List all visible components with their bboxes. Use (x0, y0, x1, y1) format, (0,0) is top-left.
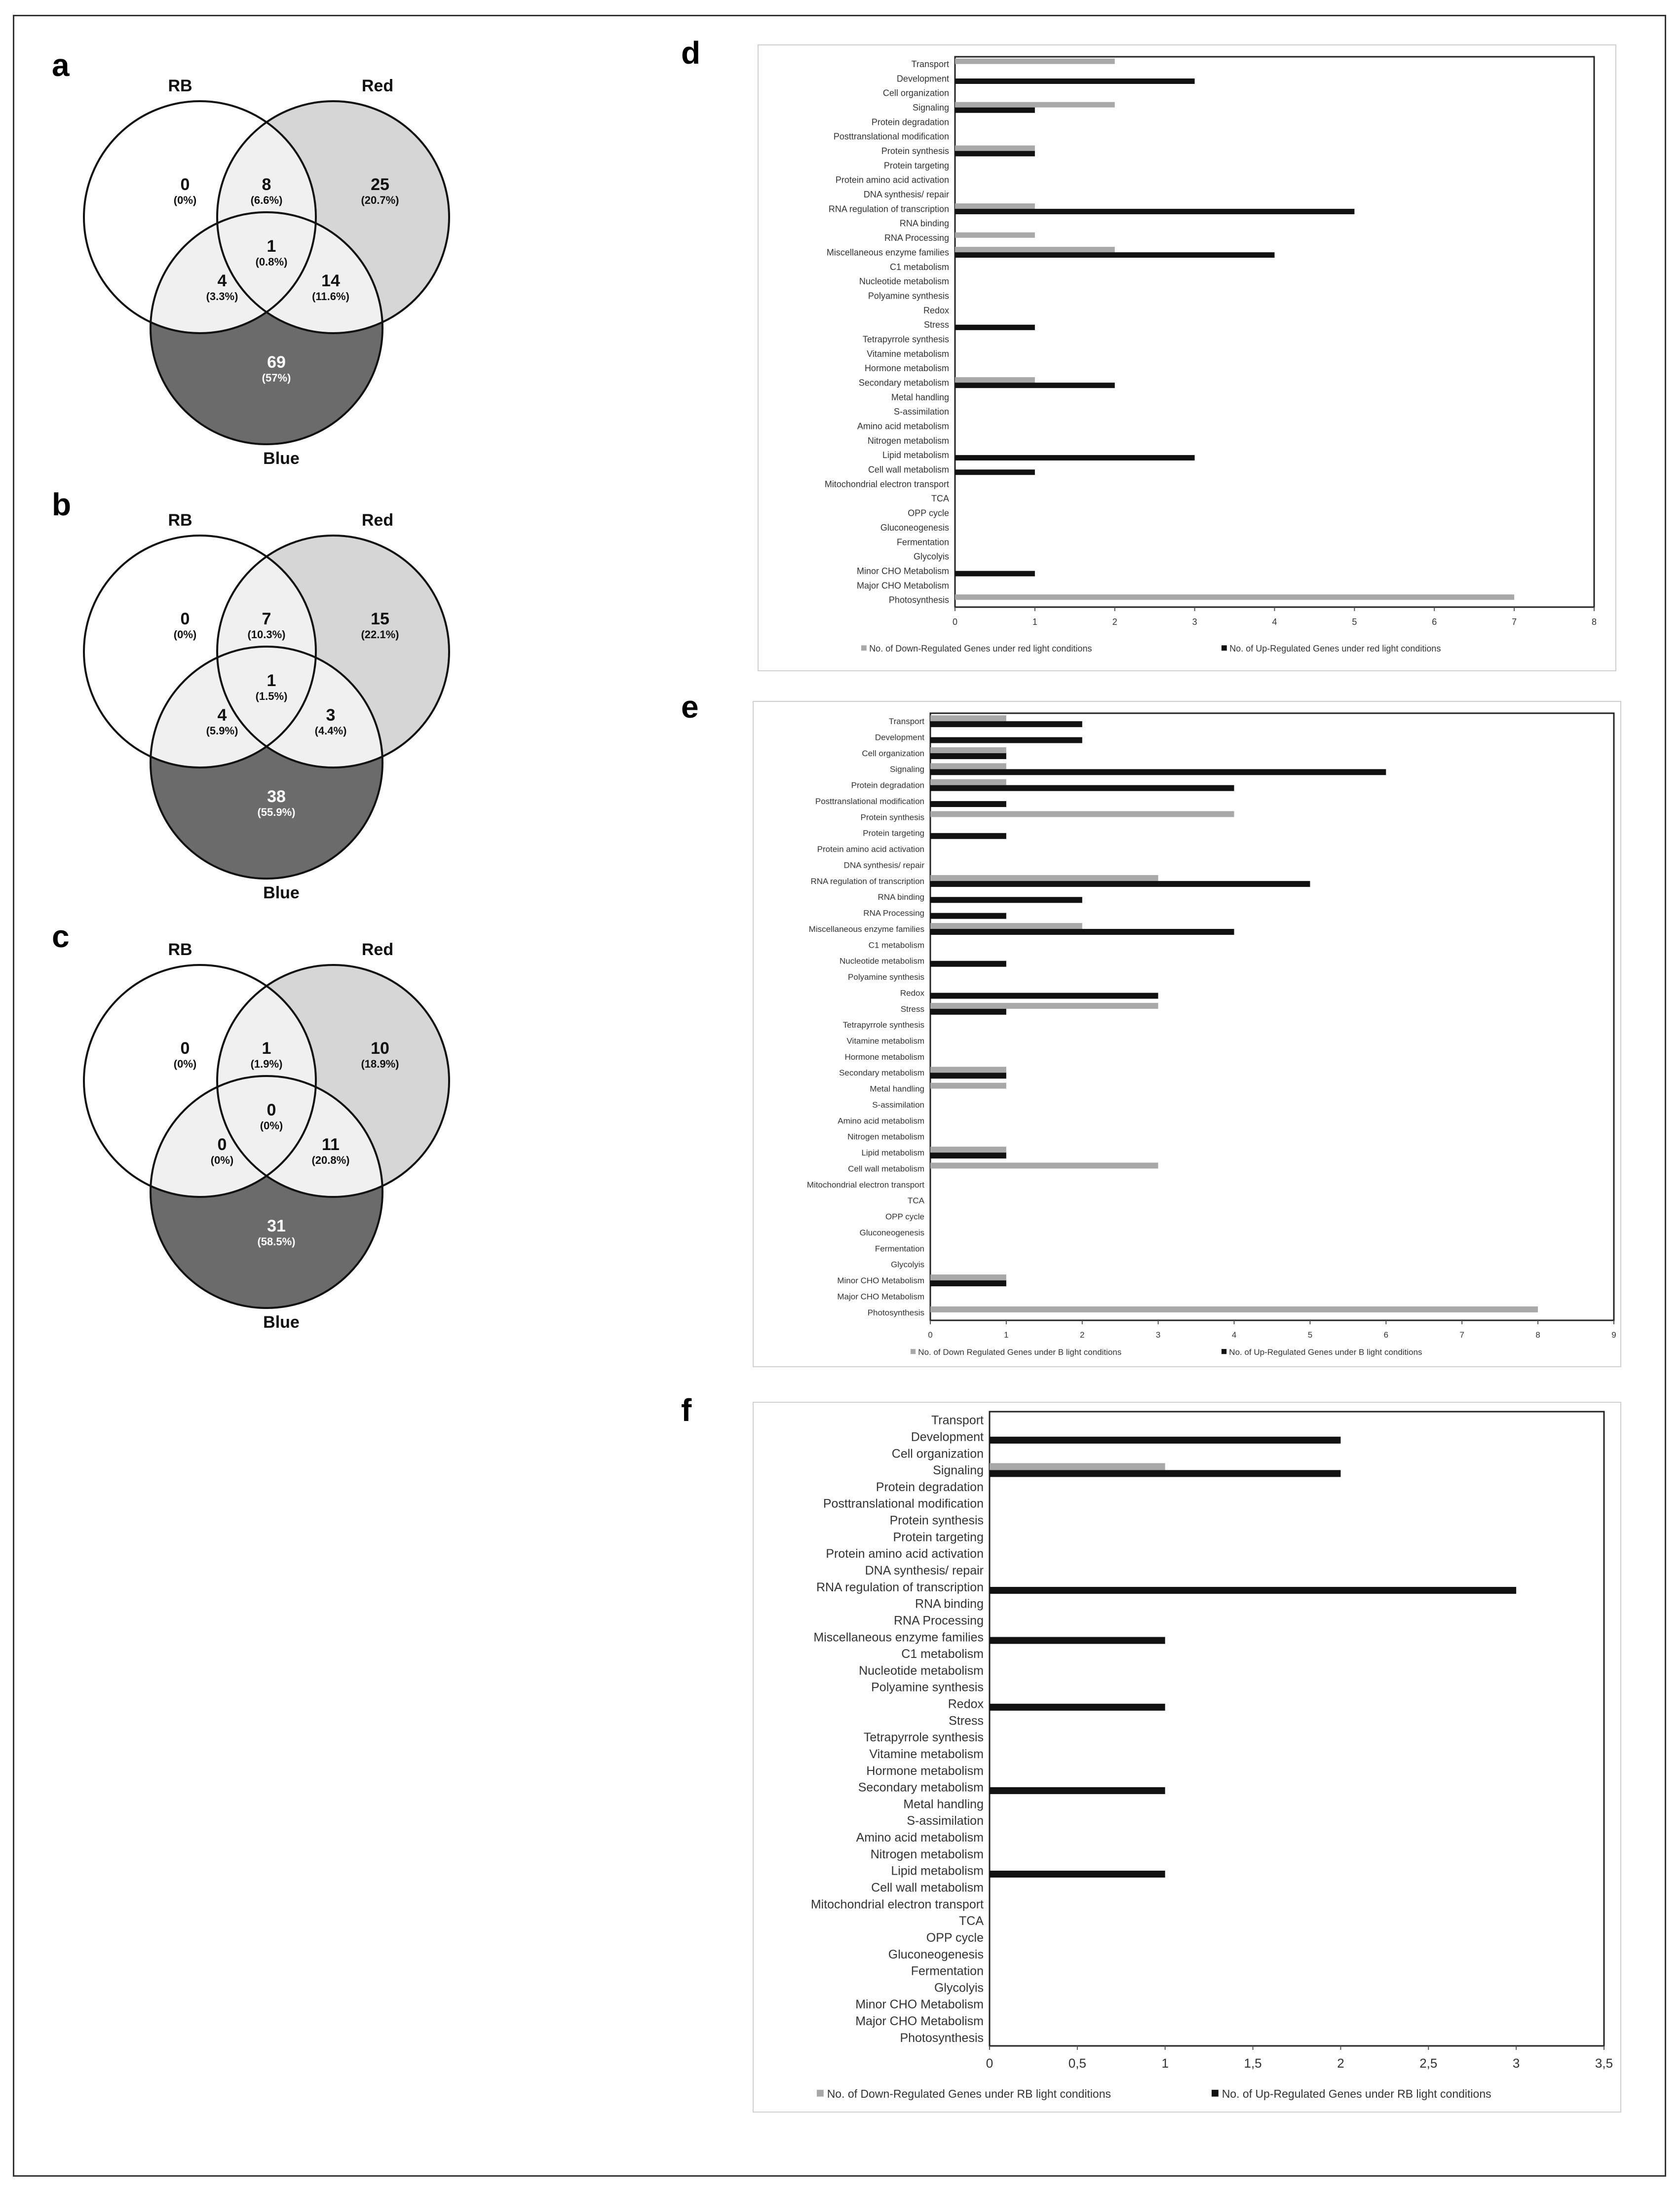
category-label: Gluconeogenesis (880, 522, 949, 533)
bar-down-regulated (990, 1463, 1165, 1470)
category-label: Redox (948, 1697, 984, 1711)
bar-chart-f (753, 1402, 1621, 2113)
category-label: Transport (888, 717, 924, 727)
category-label: Protein synthesis (889, 1513, 984, 1528)
venn-count-all: 1 (267, 237, 276, 256)
category-label: Secondary metabolism (839, 1068, 924, 1078)
x-tick-label: 2 (1112, 617, 1117, 627)
category-label: Hormone metabolism (844, 1052, 924, 1062)
venn-count-blue-only: 69 (267, 353, 286, 372)
x-tick-label: 2,5 (1419, 2056, 1438, 2071)
bar-up-regulated (955, 151, 1035, 156)
category-label: S-assimilation (872, 1100, 924, 1110)
category-label: Vitamine metabolism (869, 1747, 984, 1761)
bar-down-regulated (930, 1067, 1006, 1073)
bar-down-regulated (930, 875, 1158, 881)
bar-up-regulated (990, 1871, 1165, 1878)
category-label: Transport (931, 1413, 984, 1427)
venn-pct-rb-blue: (5.9%) (206, 725, 238, 737)
category-label: Photosynthesis (900, 2031, 984, 2045)
category-label: DNA synthesis/ repair (863, 190, 949, 200)
category-label: Hormone metabolism (866, 1764, 984, 1778)
category-label: Development (875, 732, 924, 742)
bar-up-regulated (930, 1280, 1006, 1286)
bar-down-regulated (930, 1003, 1158, 1009)
venn-label-red: Red (361, 940, 394, 959)
category-label: Cell wall metabolism (848, 1164, 924, 1174)
bar-up-regulated (930, 769, 1386, 775)
category-label: Photosynthesis (888, 595, 949, 605)
category-label: Posttranslational modification (823, 1497, 984, 1511)
category-label: Mitochondrial electron transport (810, 1897, 984, 1912)
category-label: Protein synthesis (860, 812, 924, 822)
venn-count-rb-red: 8 (262, 175, 271, 194)
venn-pct-rb-only: (0%) (173, 1058, 197, 1070)
category-label: RNA Processing (863, 908, 924, 918)
venn-pct-red-blue: (4.4%) (314, 725, 347, 737)
category-label: Lipid metabolism (891, 1864, 984, 1878)
category-label: C1 metabolism (889, 262, 949, 272)
venn-count-all: 1 (267, 671, 276, 690)
x-tick-label: 5 (1352, 617, 1357, 627)
panel-label-b: b (52, 487, 72, 522)
venn-label-blue: Blue (263, 1313, 300, 1332)
category-label: Miscellaneous enzyme families (808, 924, 924, 934)
category-label: Protein targeting (893, 1530, 984, 1544)
bar-up-regulated (930, 993, 1158, 999)
bar-up-regulated (930, 1153, 1006, 1158)
bar-up-regulated (955, 108, 1035, 113)
legend-swatch (911, 1349, 916, 1354)
venn-count-blue-only: 31 (267, 1217, 286, 1235)
bar-down-regulated (930, 1147, 1006, 1153)
venn-pct-rb-only: (0%) (173, 628, 197, 641)
category-label: Signaling (933, 1463, 984, 1478)
legend-label: No. of Up-Regulated Genes under B light conditions (1229, 1347, 1422, 1357)
venn-count-rb-only: 0 (180, 175, 190, 194)
bar-up-regulated (955, 325, 1035, 330)
category-label: Mitochondrial electron transport (824, 479, 949, 489)
x-tick-label: 3,5 (1595, 2056, 1613, 2071)
x-tick-label: 0 (952, 617, 958, 627)
category-label: Nitrogen metabolism (870, 1847, 984, 1861)
bar-down-regulated (930, 1083, 1006, 1089)
category-label: Miscellaneous enzyme families (813, 1630, 984, 1645)
category-label: C1 metabolism (868, 940, 924, 950)
bar-up-regulated (930, 897, 1082, 903)
category-label: Tetrapyrrole synthesis (863, 1731, 984, 1745)
x-tick-label: 0,5 (1068, 2056, 1086, 2071)
category-label: Minor CHO Metabolism (837, 1276, 924, 1286)
venn-pct-red-only: (20.7%) (361, 194, 399, 206)
legend-label: No. of Down Regulated Genes under B light conditions (918, 1347, 1122, 1357)
bar-up-regulated (930, 913, 1006, 919)
category-label: RNA binding (899, 218, 949, 229)
bar-up-regulated (930, 833, 1006, 839)
x-tick-label: 1,5 (1244, 2056, 1262, 2071)
category-label: Protein targeting (863, 828, 924, 838)
venn-pct-rb-red: (10.3%) (247, 628, 286, 641)
x-tick-label: 0 (928, 1330, 933, 1340)
bar-down-regulated (930, 779, 1006, 785)
legend-swatch (817, 2090, 824, 2097)
venn-pct-red-blue: (11.6%) (312, 290, 349, 303)
category-label: DNA synthesis/ repair (865, 1564, 984, 1577)
venn-count-rb-blue: 0 (217, 1135, 227, 1154)
category-label: Glycolyis (890, 1260, 924, 1269)
category-label: Stress (949, 1714, 984, 1728)
category-label: Posttranslational modification (815, 796, 924, 806)
category-label: Secondary metabolism (858, 378, 949, 388)
bar-up-regulated (930, 961, 1006, 967)
category-label: TCA (959, 1914, 984, 1928)
category-label: Nucleotide metabolism (840, 956, 924, 966)
category-label: Protein degradation (871, 117, 949, 127)
bar-up-regulated (930, 785, 1234, 791)
bar-down-regulated (930, 715, 1006, 721)
category-label: Gluconeogenesis (888, 1947, 984, 1961)
category-label: Stress (900, 1004, 924, 1014)
x-tick-label: 1 (1032, 617, 1037, 627)
venn-count-all: 0 (267, 1101, 276, 1119)
category-label: Protein synthesis (881, 146, 949, 156)
category-label: Cell wall metabolism (868, 464, 949, 475)
bar-up-regulated (930, 737, 1082, 743)
category-label: Vitamine metabolism (846, 1036, 924, 1046)
x-tick-label: 5 (1307, 1330, 1313, 1340)
x-tick-label: 3 (1155, 1330, 1161, 1340)
category-label: Amino acid metabolism (838, 1116, 924, 1126)
bar-down-regulated (955, 59, 1115, 64)
bar-up-regulated (955, 455, 1195, 461)
bar-up-regulated (990, 1437, 1340, 1444)
venn-label-rb: RB (168, 940, 192, 959)
category-label: Development (896, 74, 949, 84)
category-label: OPP cycle (908, 508, 949, 518)
legend-swatch (1222, 645, 1227, 651)
category-label: Amino acid metabolism (857, 421, 949, 431)
x-tick-label: 9 (1611, 1330, 1616, 1340)
bar-up-regulated (955, 383, 1115, 388)
category-label: S-assimilation (907, 1814, 984, 1828)
bar-chart-d (758, 44, 1616, 671)
bar-up-regulated (955, 209, 1354, 214)
bar-down-regulated (955, 594, 1514, 600)
bar-down-regulated (930, 811, 1234, 817)
category-label: RNA binding (878, 892, 924, 902)
category-label: Signaling (912, 102, 949, 113)
venn-diagram-b (74, 503, 494, 908)
bar-up-regulated (930, 753, 1006, 759)
venn-pct-all: (1.5%) (255, 690, 288, 702)
venn-count-rb-red: 7 (262, 610, 271, 628)
bar-up-regulated (930, 801, 1006, 807)
category-label: RNA Processing (893, 1614, 984, 1628)
bar-up-regulated (930, 881, 1310, 887)
category-label: Metal handling (870, 1084, 924, 1094)
category-label: OPP cycle (885, 1212, 924, 1222)
bar-up-regulated (930, 1073, 1006, 1078)
venn-pct-rb-red: (1.9%) (250, 1058, 283, 1070)
venn-pct-all: (0.8%) (255, 256, 288, 268)
bar-down-regulated (930, 1274, 1006, 1280)
x-tick-label: 7 (1512, 617, 1517, 627)
x-tick-label: 1 (1161, 2056, 1169, 2071)
x-tick-label: 6 (1432, 617, 1437, 627)
bar-up-regulated (990, 1787, 1165, 1794)
category-label: Hormone metabolism (864, 363, 949, 374)
panel-label-f: f (681, 1392, 692, 1428)
legend-label: No. of Up-Regulated Genes under RB light conditions (1222, 2087, 1491, 2100)
category-label: Lipid metabolism (861, 1148, 924, 1158)
x-tick-label: 1 (1004, 1330, 1009, 1340)
venn-pct-blue-only: (57%) (262, 372, 291, 384)
bar-up-regulated (930, 721, 1082, 727)
category-label: Polyamine synthesis (848, 972, 924, 982)
bar-up-regulated (930, 1009, 1006, 1015)
category-label: Fermentation (875, 1244, 924, 1254)
bar-up-regulated (955, 469, 1035, 475)
venn-pct-all: (0%) (260, 1119, 283, 1132)
venn-pct-red-only: (18.9%) (361, 1058, 399, 1070)
category-label: Redox (900, 988, 924, 998)
category-label: Major CHO Metabolism (855, 2014, 984, 2029)
venn-diagram-c (74, 933, 494, 1338)
category-label: Minor CHO Metabolism (856, 566, 949, 576)
category-label: Photosynthesis (867, 1308, 924, 1317)
category-label: Lipid metabolism (882, 450, 949, 461)
category-label: Vitamine metabolism (867, 348, 949, 359)
x-tick-label: 8 (1591, 617, 1597, 627)
bar-down-regulated (955, 102, 1115, 108)
venn-count-blue-only: 38 (267, 787, 286, 806)
bar-down-regulated (930, 1307, 1538, 1312)
venn-count-red-only: 15 (371, 610, 389, 628)
venn-count-rb-blue: 4 (217, 706, 227, 725)
category-label: Polyamine synthesis (868, 291, 949, 301)
category-label: Cell organization (862, 748, 924, 758)
panel-label-a: a (52, 47, 70, 83)
panel-label-c: c (52, 919, 70, 954)
venn-count-red-blue: 3 (326, 706, 336, 725)
bar-up-regulated (990, 1587, 1516, 1594)
panel-label-e: e (681, 689, 699, 725)
venn-pct-rb-blue: (0%) (210, 1154, 234, 1166)
category-label: Metal handling (891, 392, 949, 402)
venn-label-blue: Blue (263, 884, 300, 902)
venn-pct-rb-only: (0%) (173, 194, 197, 206)
venn-pct-rb-red: (6.6%) (250, 194, 283, 206)
category-label: Tetrapyrrole synthesis (862, 334, 949, 345)
category-label: Secondary metabolism (858, 1780, 984, 1795)
category-label: Posttranslational modification (833, 131, 949, 142)
venn-pct-blue-only: (55.9%) (257, 806, 296, 818)
x-tick-label: 4 (1272, 617, 1277, 627)
venn-pct-red-blue: (20.8%) (311, 1154, 350, 1166)
category-label: Metal handling (903, 1797, 984, 1811)
bar-down-regulated (930, 923, 1082, 929)
category-label: Protein amino acid activation (817, 845, 924, 854)
category-label: Nitrogen metabolism (847, 1132, 924, 1142)
x-tick-label: 0 (986, 2056, 993, 2071)
venn-count-rb-only: 0 (180, 610, 190, 628)
category-label: Glycolyis (934, 1981, 984, 1995)
category-label: Mitochondrial electron transport (806, 1180, 924, 1190)
x-tick-label: 8 (1535, 1330, 1540, 1340)
category-label: RNA regulation of transcription (816, 1580, 984, 1594)
category-label: Tetrapyrrole synthesis (842, 1020, 924, 1030)
venn-count-red-blue: 11 (322, 1135, 340, 1154)
venn-pct-blue-only: (58.5%) (257, 1235, 296, 1248)
category-label: DNA synthesis/ repair (843, 860, 924, 870)
bar-down-regulated (955, 232, 1035, 238)
x-tick-label: 2 (1337, 2056, 1344, 2071)
category-label: Fermentation (896, 537, 949, 547)
category-label: Polyamine synthesis (871, 1680, 984, 1694)
x-tick-label: 3 (1512, 2056, 1520, 2071)
x-tick-label: 6 (1383, 1330, 1389, 1340)
category-label: Fermentation (911, 1964, 984, 1978)
venn-count-rb-blue: 4 (217, 271, 227, 290)
bar-down-regulated (930, 763, 1006, 769)
category-label: RNA regulation of transcription (828, 204, 949, 214)
category-label: Protein amino acid activation (826, 1547, 984, 1561)
category-label: RNA regulation of transcription (810, 876, 924, 886)
category-label: C1 metabolism (901, 1647, 984, 1661)
category-label: RNA Processing (884, 233, 949, 243)
category-label: OPP cycle (926, 1930, 984, 1945)
x-tick-label: 3 (1192, 617, 1197, 627)
category-label: Gluconeogenesis (859, 1228, 924, 1237)
venn-pct-red-only: (22.1%) (361, 628, 399, 641)
category-label: Miscellaneous enzyme families (826, 247, 949, 258)
bar-down-regulated (930, 747, 1006, 753)
venn-count-red-only: 10 (371, 1039, 389, 1058)
category-label: Cell organization (891, 1447, 984, 1461)
bar-up-regulated (990, 1704, 1165, 1711)
category-label: S-assimilation (893, 407, 949, 417)
venn-label-rb: RB (168, 511, 192, 530)
category-label: Stress (923, 320, 949, 330)
category-label: Glycolyis (913, 551, 949, 562)
category-label: Cell wall metabolism (871, 1881, 984, 1895)
category-label: Transport (911, 59, 949, 69)
x-tick-label: 4 (1231, 1330, 1237, 1340)
legend-swatch (1212, 2090, 1219, 2097)
venn-count-red-only: 25 (371, 175, 389, 194)
category-label: Major CHO Metabolism (856, 580, 949, 591)
bar-down-regulated (930, 1163, 1158, 1169)
category-label: RNA binding (915, 1597, 984, 1611)
panel-label-d: d (681, 35, 701, 71)
category-label: Nucleotide metabolism (859, 276, 949, 287)
category-label: Nitrogen metabolism (867, 435, 949, 446)
bar-up-regulated (955, 78, 1195, 84)
bar-up-regulated (930, 929, 1234, 935)
x-tick-label: 2 (1080, 1330, 1085, 1340)
venn-label-blue: Blue (263, 449, 300, 468)
category-label: Protein targeting (883, 160, 949, 171)
category-label: Signaling (890, 765, 924, 774)
venn-label-red: Red (361, 511, 394, 530)
category-label: Amino acid metabolism (856, 1831, 984, 1845)
category-label: Cell organization (882, 88, 949, 98)
bar-chart-e (753, 701, 1621, 1367)
venn-label-rb: RB (168, 77, 192, 95)
bar-down-regulated (955, 247, 1115, 252)
category-label: Minor CHO Metabolism (855, 1998, 984, 2012)
venn-label-red: Red (361, 77, 394, 95)
category-label: Redox (923, 305, 949, 315)
venn-diagram-a (74, 69, 494, 474)
bar-up-regulated (955, 571, 1035, 577)
venn-pct-rb-blue: (3.3%) (206, 290, 238, 303)
legend-label: No. of Down-Regulated Genes under RB light conditions (827, 2087, 1111, 2100)
legend-label: No. of Down-Regulated Genes under red light conditions (869, 644, 1092, 654)
legend-label: No. of Up-Regulated Genes under red light conditions (1229, 644, 1441, 654)
bar-up-regulated (955, 252, 1275, 258)
category-label: Protein amino acid activation (835, 175, 949, 185)
category-label: Development (911, 1430, 984, 1444)
bar-down-regulated (955, 146, 1035, 151)
bar-down-regulated (955, 377, 1035, 383)
venn-count-rb-red: 1 (262, 1039, 271, 1058)
legend-swatch (861, 645, 867, 651)
category-label: Major CHO Metabolism (837, 1292, 924, 1302)
legend-swatch (1222, 1349, 1226, 1354)
category-label: Protein degradation (851, 780, 924, 790)
venn-count-red-blue: 14 (321, 271, 340, 290)
category-label: TCA (931, 494, 949, 504)
bar-down-regulated (955, 203, 1035, 209)
x-tick-label: 7 (1459, 1330, 1464, 1340)
category-label: Nucleotide metabolism (859, 1663, 984, 1678)
category-label: TCA (908, 1196, 924, 1206)
category-label: Protein degradation (876, 1480, 984, 1494)
bar-up-regulated (990, 1637, 1165, 1644)
bar-up-regulated (990, 1470, 1340, 1477)
venn-count-rb-only: 0 (180, 1039, 190, 1058)
